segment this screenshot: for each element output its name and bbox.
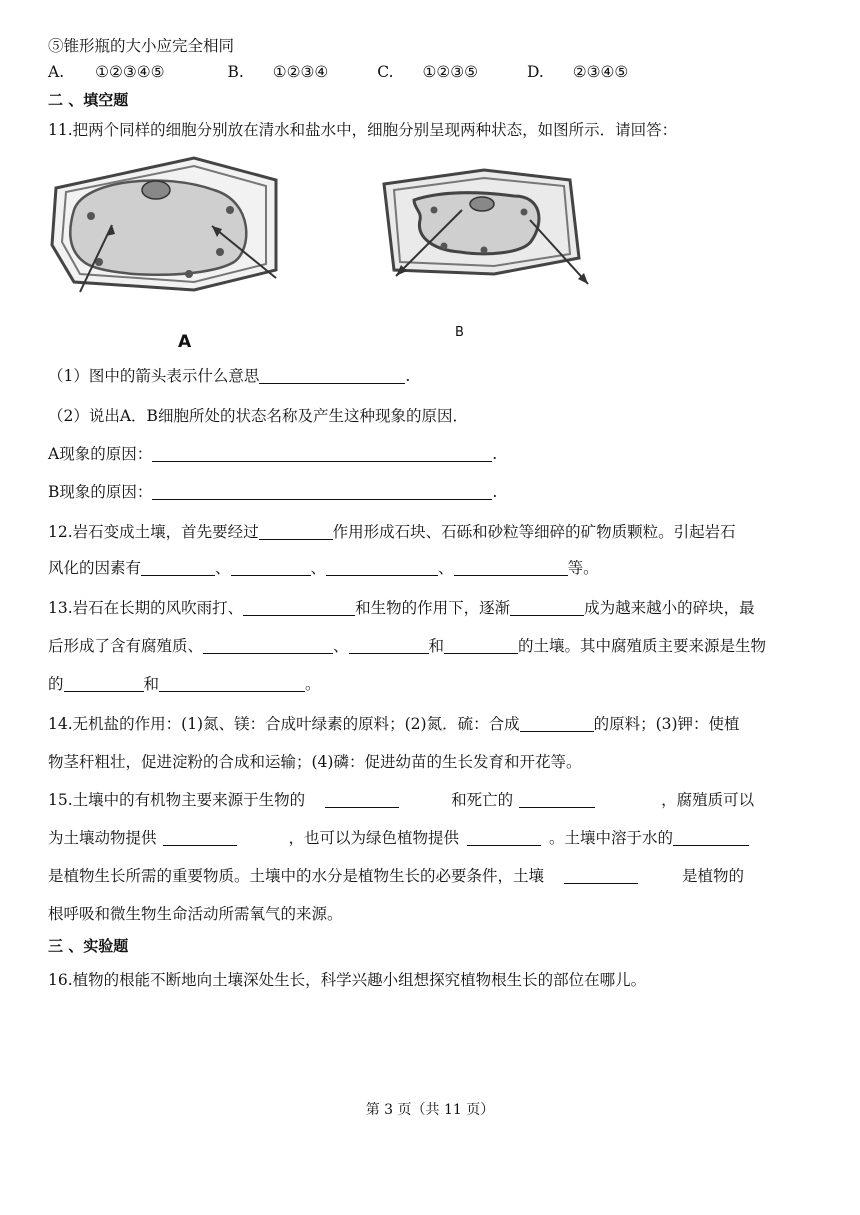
q11-part2: （2）说出A．B细胞所处的状态名称及产生这种现象的原因． [48, 407, 468, 425]
q11-part1-text: （1）图中的箭头表示什么意思 [48, 367, 260, 385]
q12-text: 等。 [567, 559, 599, 577]
q12-blank-4[interactable] [326, 559, 438, 576]
option-b-letter: B. [227, 63, 244, 81]
q11-part1-suffix: . [405, 367, 411, 385]
q15-blank-6[interactable] [564, 867, 638, 884]
q13-line3 [48, 674, 321, 694]
q12-blank-3[interactable] [231, 559, 311, 576]
q11-b-reason [48, 482, 497, 502]
q13-text: 后形成了含有腐殖质、 [48, 637, 204, 655]
q14-line1 [48, 714, 740, 734]
page-footer: 第 3 页（共 11 页） [365, 1102, 495, 1118]
q13-blank-5[interactable] [444, 637, 518, 654]
q12-blank-5[interactable] [454, 559, 568, 576]
figure-a-label: A [178, 332, 192, 352]
q11-part1-blank[interactable] [259, 367, 405, 384]
q15-text: 15.土壤中的有机物主要来源于生物的 [48, 791, 306, 809]
q15-text: ，腐殖质可以 [661, 791, 755, 809]
q11-a-reason [48, 444, 497, 464]
q13-blank-6[interactable] [64, 675, 144, 692]
q15-blank-3[interactable] [163, 829, 237, 846]
q13-text: 。 [305, 675, 321, 693]
q13-text: 和生物的作用下，逐渐 [355, 599, 511, 617]
q11-b-reason-label: B现象的原因： [48, 483, 153, 501]
q15-blank-4[interactable] [467, 829, 541, 846]
q15-text: ，也可以为绿色植物提供 [288, 829, 460, 847]
option-d-text: ②③④⑤ [572, 63, 629, 81]
q12-sep: 、 [438, 559, 454, 577]
q15-text: 是植物生长所需的重要物质。土壤中的水分是植物生长的必要条件，土壤 [48, 867, 545, 885]
q13-line2 [48, 636, 766, 656]
cell-b-figure [374, 162, 594, 292]
q13-text: 的 [48, 675, 64, 693]
option-a-text: ①②③④⑤ [95, 63, 165, 81]
q14-text: 的原料；(3)钾：使植 [593, 715, 740, 733]
q11-b-end: . [492, 483, 498, 501]
q12-line1 [48, 522, 736, 542]
q15-text: 。土壤中溶于水的 [549, 829, 674, 847]
q15-blank-5[interactable] [673, 829, 749, 846]
figure-b-label: B [455, 325, 464, 340]
option-c-letter: C. [377, 63, 394, 81]
q11-b-reason-blank[interactable] [152, 483, 492, 500]
q13-text: 、 [333, 637, 349, 655]
q10-options [48, 62, 628, 82]
q13-text: 和 [143, 675, 160, 693]
q13-line1 [48, 598, 755, 618]
q15-line2 [48, 828, 749, 848]
q15-line3 [48, 866, 744, 886]
option-d-letter: D. [526, 63, 544, 81]
q11-part1 [48, 366, 410, 386]
q13-blank-7[interactable] [159, 675, 305, 692]
q12-blank-1[interactable] [259, 523, 333, 540]
option-c-text: ①②③⑤ [422, 63, 479, 81]
q13-text: 13.岩石在长期的风吹雨打、 [48, 599, 244, 617]
q12-text: 风化的因素有 [48, 559, 142, 577]
q11-a-end: . [492, 445, 498, 463]
q13-text: 的土壤。其中腐殖质主要来源是生物 [518, 637, 767, 655]
q11-stem: 11.把两个同样的细胞分别放在清水和盐水中，细胞分别呈现两种状态，如图所示．请回答： [48, 121, 678, 139]
q13-blank-2[interactable] [510, 599, 584, 616]
q15-line1 [48, 790, 754, 810]
option-b-text: ①②③④ [272, 63, 329, 81]
q13-blank-1[interactable] [243, 599, 355, 616]
q15-blank-2[interactable] [519, 791, 595, 808]
q14-blank-1[interactable] [520, 715, 594, 732]
section-fill-in-title: 二 、填空题 [48, 91, 129, 109]
q12-line2 [48, 558, 599, 578]
q12-sep: 、 [310, 559, 327, 577]
q15-blank-1[interactable] [325, 791, 399, 808]
q13-blank-3[interactable] [203, 637, 333, 654]
option-a-letter: A. [48, 63, 65, 81]
q13-text: 和 [428, 637, 445, 655]
section-experiment-title: 三 、实验题 [48, 937, 129, 955]
q11-a-reason-label: A现象的原因： [48, 445, 153, 463]
q13-text: 成为越来越小的碎块，最 [584, 599, 755, 617]
q14-text: 14.无机盐的作用：(1)氮、镁：合成叶绿素的原料；(2)氮．硫：合成 [48, 715, 520, 733]
q15-text: 和死亡的 [451, 791, 514, 809]
q16-stem: 16.植物的根能不断地向土壤深处生长，科学兴趣小组想探究植物根生长的部位在哪儿。 [48, 971, 647, 989]
q15-line4: 根呼吸和微生物生命活动所需氧气的来源。 [48, 905, 343, 923]
q12-blank-2[interactable] [141, 559, 215, 576]
q12-text: 作用形成石块、石砾和砂粒等细碎的矿物质颗粒。引起岩石 [332, 523, 736, 541]
q14-line2: 物茎秆粗壮，促进淀粉的合成和运输；(4)磷：促进幼苗的生长发育和开花等。 [48, 753, 582, 771]
q12-sep: 、 [215, 559, 231, 577]
q11-a-reason-blank[interactable] [152, 445, 492, 462]
q10-item5: ⑤锥形瓶的大小应完全相同 [48, 37, 235, 55]
q15-text: 为土壤动物提供 [48, 829, 157, 847]
q12-text: 12.岩石变成土壤，首先要经过 [48, 523, 259, 541]
cell-a-figure [44, 150, 294, 300]
q13-blank-4[interactable] [349, 637, 429, 654]
q15-text: 是植物的 [682, 867, 745, 885]
